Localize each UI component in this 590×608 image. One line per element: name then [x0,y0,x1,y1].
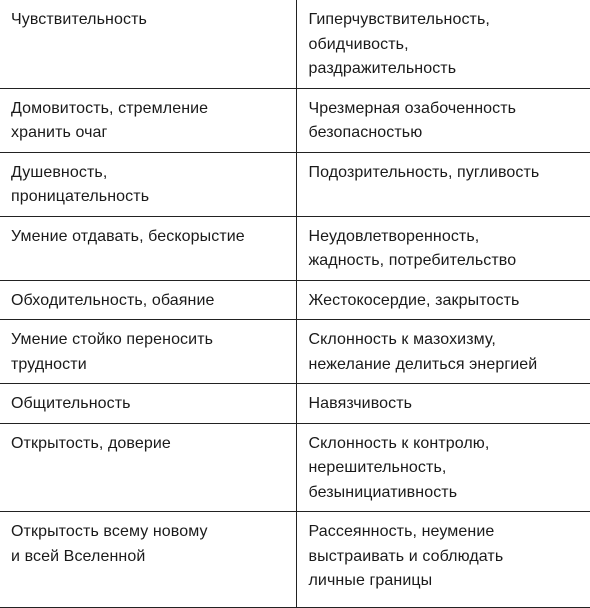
cell-text-line: Открытость, доверие [11,434,171,452]
table-row [0,88,590,152]
trait-cell [0,152,296,216]
cell-text-line: Домовитость, стремление [11,99,209,117]
cell-text-line: Обходительность, обаяние [11,291,215,309]
cell-text-line: Чрезмерная озабоченность [308,99,517,117]
trait-cell [0,88,296,152]
table-row [0,512,590,608]
table-row [0,152,590,216]
cell-text-line: личные границы [308,572,433,589]
distortion-cell [296,152,590,216]
cell-text-line: Общительность [11,395,131,412]
cell-text-line: Чувствительность [11,11,147,28]
cell-text-line: Неудовлетворенность, [308,227,480,245]
cell-text-line: Умение стойко переносить [11,331,214,348]
cell-text-line: Душевность, [11,163,108,181]
cell-text-line: трудности [11,355,87,373]
distortion-cell [296,423,590,512]
cell-text-line: нерешительность, [308,459,447,476]
cell-text-line: проницательность [11,188,150,205]
cell-text-line: безынициативность [308,483,458,501]
distortion-cell [296,0,590,88]
cell-text-line: Жестокосердие, закрытость [308,291,520,309]
distortion-cell [296,512,590,608]
cell-text-line: жадность, потребительство [308,252,517,269]
cell-text-line: Гиперчувствительность, [308,11,490,28]
trait-cell [0,320,296,384]
table-row [0,216,590,280]
table-row [0,280,590,320]
distortion-cell [296,88,590,152]
trait-cell [0,384,296,424]
cell-text-line: раздражительность [308,60,457,77]
table-row [0,0,590,88]
trait-cell [0,423,296,512]
cell-text-line: Подозрительность, пугливость [308,163,540,181]
cell-text-line: Открытость всему новому [11,523,208,540]
cell-text-line: Рассеянность, неумение [308,523,495,540]
cell-text-line: безопасностью [308,124,423,141]
trait-cell [0,512,296,608]
trait-cell [0,216,296,280]
distortion-cell [296,384,590,424]
cell-text-line: Умение отдавать, бескорыстие [11,227,245,245]
cell-text-line: и всей Вселенной [11,547,146,565]
cell-text-line: Склонность к контролю, [308,434,490,452]
distortion-cell [296,216,590,280]
distortion-cell [296,320,590,384]
table-row [0,384,590,424]
cell-text-line: Навязчивость [308,395,413,412]
trait-cell [0,280,296,320]
cell-text-line: нежелание делиться энергией [308,355,538,373]
table-row [0,423,590,512]
cell-text-line: хранить очаг [11,124,108,141]
cell-text-line: обидчивость, [308,35,409,53]
table-row [0,320,590,384]
trait-cell [0,0,296,88]
distortion-cell [296,280,590,320]
cell-text-line: выстраивать и соблюдать [308,547,504,565]
cell-text-line: Склонность к мазохизму, [308,331,496,348]
